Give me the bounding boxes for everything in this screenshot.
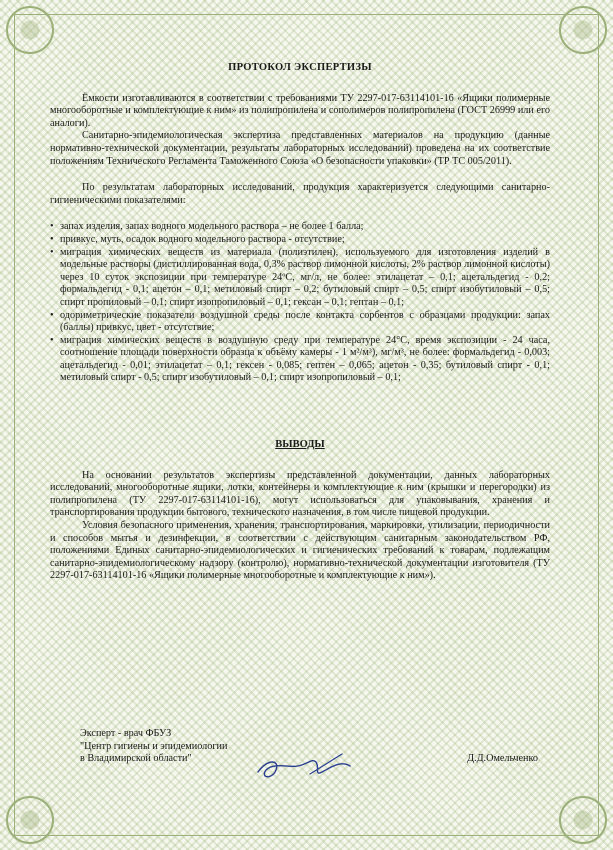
organization-line: в Владимирской области" [80, 753, 192, 765]
spacer [50, 207, 550, 221]
indicator-item: • одориметрические показатели воздушной среды после контакта сорбентов с образцами продукции: запах (баллы) привкус, цвет - отсутствие; [50, 310, 550, 335]
intro-paragraph: Санитарно-эпидемиологическая экспертиза представленных материалов на продукцию (данные нормативно-технической документации, результаты лабораторных исследований) проведена на их соответствие положениям Технического Регламента Таможенного Союза «О безопасности упаковки» (ТР ТС 005/2011). [50, 130, 550, 167]
spacer [50, 385, 550, 439]
intro-paragraph: Ёмкости изготавливаются в соответствии с требованиями ТУ 2297-017-63114101-16 «Ящики полимерные многооборотные и комплектующие к ним» из полипропилена и сополимеров полипропилена (ГОСТ 26999 или его аналоги). [50, 92, 550, 129]
conclusion-paragraph: Условия безопасного применения, хранения, транспортирования, маркировки, утилизации, периодичности и способов мытья и дезинфекции, в соответствии с действующим санитарным законодательством РФ, положениями Единых санитарно-эпидемиологических и гигиенических требований к товарам, подлежащим санитарно-эпидемиологическому надзору (контролю), нормативно-технической документации изготовителя (ТУ 2297-017-63114101-16 «Ящики полимерные многооборотные и комплектующие к ним»). [50, 520, 550, 582]
organization-line: "Центр гигиены и эпидемиологии [80, 740, 228, 752]
expert-name: Д.Д.Омельченко [467, 753, 538, 764]
indicator-item: • привкус, муть, осадок водного модельного раствора - отсутствие; [50, 234, 550, 247]
conclusions-heading: ВЫВОДЫ [275, 439, 325, 451]
corner-ornament [559, 6, 607, 54]
indicator-item: • миграция химических веществ в воздушную среду при температуре 24°С, время экспозиции - 24 часа, соотношение площади поверхности образца к объёму камеры - 1 м²/м³), мг/м³, не более: формальдегид - 0,003; ацетальдегид - 0,01; этилацетат – 0,1; гексен - 0,085; гептен – 0,065; ацетон - 0,35; бутиловый спирт - 0,1; метиловый спирт - 0,5; спирт изобутиловый – 0,1; спирт изопропиловый – 0,1; [50, 335, 550, 385]
spacer [50, 452, 550, 470]
conclusion-paragraph: На основании результатов экспертизы представленной документации, данных лабораторных исследований, многооборотные ящики, лотки, контейнеры и комплектующие к ним (крышки и перегородки) из полипропилена (ТУ 2297-017-63114101-16), могут использоваться для упаковывания, хранения и транспортирования продукции бытового, технического назначения, в том числе пищевой продукции. [50, 469, 550, 519]
document-title: ПРОТОКОЛ ЭКСПЕРТИЗЫ [228, 62, 372, 73]
handwritten-signature [250, 748, 360, 788]
indicators-list [50, 221, 550, 385]
indicator-item: • запах изделия, запах водного модельного раствора – не более 1 балла; [50, 221, 550, 234]
corner-ornament [6, 796, 54, 844]
intro-paragraph: По результатам лабораторных исследований, продукция характеризуется следующими санитарно-гигиеническими показателями: [50, 182, 550, 206]
expert-position: Эксперт - врач ФБУЗ [80, 728, 172, 739]
corner-ornament [6, 6, 54, 54]
spacer [50, 168, 550, 182]
indicator-item: • миграция химических веществ из материала (полиэтилен), используемого для изготовления изделий в модельные растворы (дистиллированная вода, 0,3% раствор лимонной кислоты, 2% раствор лимонной кислоты) через 10 суток экспозиции при температуре 24ºС, мг/л, не более: этилацетат – 0,1; ацетальдегид - 0,2; формальдегид - 0,1; ацетон – 0,1; метиловый спирт – 0,2; бутиловый спирт – 0,5; спирт изобутиловый – 0,5; спирт пропиловый – 0,1; спирт изопропиловый – 0,1; гексан – 0,1; гептан – 0,1; [50, 247, 550, 310]
document-body [50, 62, 550, 583]
corner-ornament [559, 796, 607, 844]
